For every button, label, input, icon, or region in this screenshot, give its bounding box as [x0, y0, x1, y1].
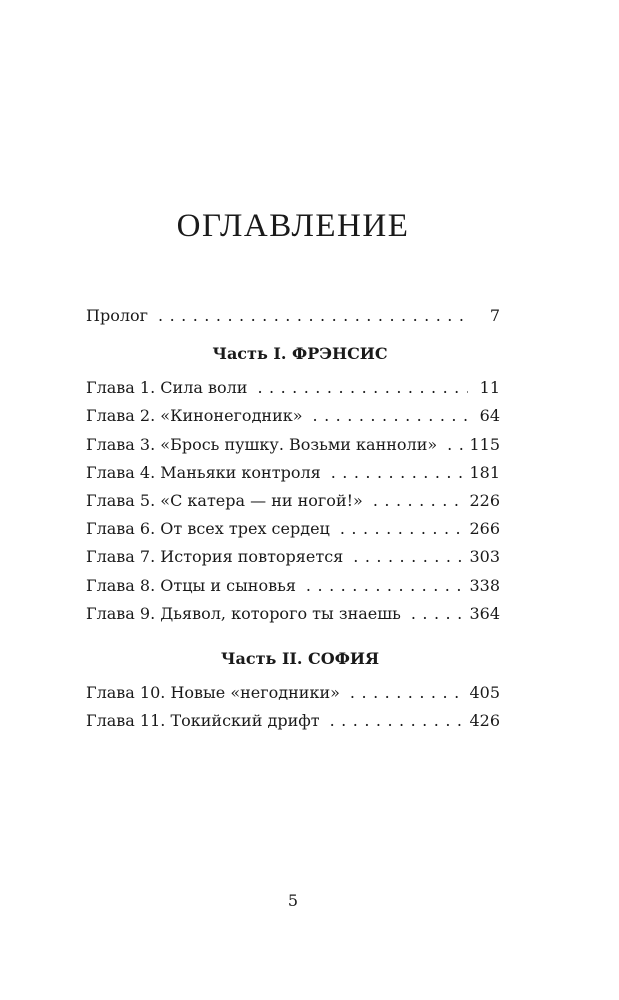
toc-entry-label: Глава 8. Отцы и сыновья: [86, 575, 296, 595]
leader-dots: [331, 459, 464, 487]
leader-dots: [353, 543, 463, 571]
toc-entry: [86, 572, 500, 600]
toc-entry-label: Глава 1. Сила воли: [86, 378, 248, 398]
leader-dots: [330, 707, 464, 735]
toc-entry-page: 426: [469, 711, 500, 731]
toc-entry-label: Глава 3. «Брось пушку. Возьми канноли»: [86, 434, 438, 454]
toc-entry: [86, 543, 500, 571]
toc-entry-label: Глава 4. Маньяки контроля: [86, 462, 321, 482]
toc-entry-page: 64: [479, 406, 500, 426]
toc-entry-page: 115: [469, 434, 500, 454]
toc-entry-page: 226: [469, 490, 500, 510]
leader-dots: [373, 487, 464, 515]
toc-entry: [86, 707, 500, 735]
leader-dots: [313, 402, 468, 430]
toc-entry-label: Глава 9. Дьявол, которого ты знаешь: [86, 603, 401, 623]
toc-entry-label: Глава 6. От всех трех сердец: [86, 519, 330, 539]
toc-entry-page: 338: [469, 575, 500, 595]
leader-dots: [306, 572, 464, 600]
toc-entry-label: Глава 7. История повторяется: [86, 547, 344, 567]
page-number: 5: [287, 891, 299, 910]
toc-entry: [86, 459, 500, 487]
toc-entry: [86, 374, 500, 402]
toc-entry-label: Пролог: [86, 306, 149, 325]
toc-entry: [86, 402, 500, 430]
leader-dots: [447, 431, 463, 459]
leader-dots: [257, 374, 468, 402]
toc-entry: [86, 515, 500, 543]
toc-entry-label: Глава 2. «Кинонегодник»: [86, 406, 303, 426]
toc-entry-label: Глава 5. «С катера — ни ногой!»: [86, 490, 363, 510]
toc-entry: [86, 679, 500, 707]
toc-entry-page: 11: [479, 378, 500, 398]
leader-dots: [411, 600, 464, 628]
toc-entry-page: 181: [469, 462, 500, 482]
toc-entry-page: 405: [469, 682, 500, 702]
leader-dots: [350, 679, 464, 707]
toc-entry-page: 266: [469, 519, 500, 539]
toc-entry-prologue: [86, 302, 500, 330]
toc-entry: [86, 600, 500, 628]
leader-dots: [158, 302, 468, 330]
leader-dots: [340, 515, 464, 543]
toc-entry: [86, 431, 500, 459]
page-title: ОГЛАВЛЕНИЕ: [176, 208, 410, 244]
part-heading-2: Часть II. СОФИЯ: [220, 648, 380, 668]
toc-entry-page: 303: [469, 547, 500, 567]
toc-entry-page: 7: [489, 306, 500, 325]
toc-entry-label: Глава 10. Новые «негодники»: [86, 682, 340, 702]
toc-entry: [86, 487, 500, 515]
part-heading-1: Часть I. ФРЭНСИС: [212, 344, 388, 364]
table-of-contents: [86, 302, 500, 735]
toc-entry-page: 364: [469, 603, 500, 623]
toc-entry-label: Глава 11. Токийский дрифт: [86, 711, 320, 731]
